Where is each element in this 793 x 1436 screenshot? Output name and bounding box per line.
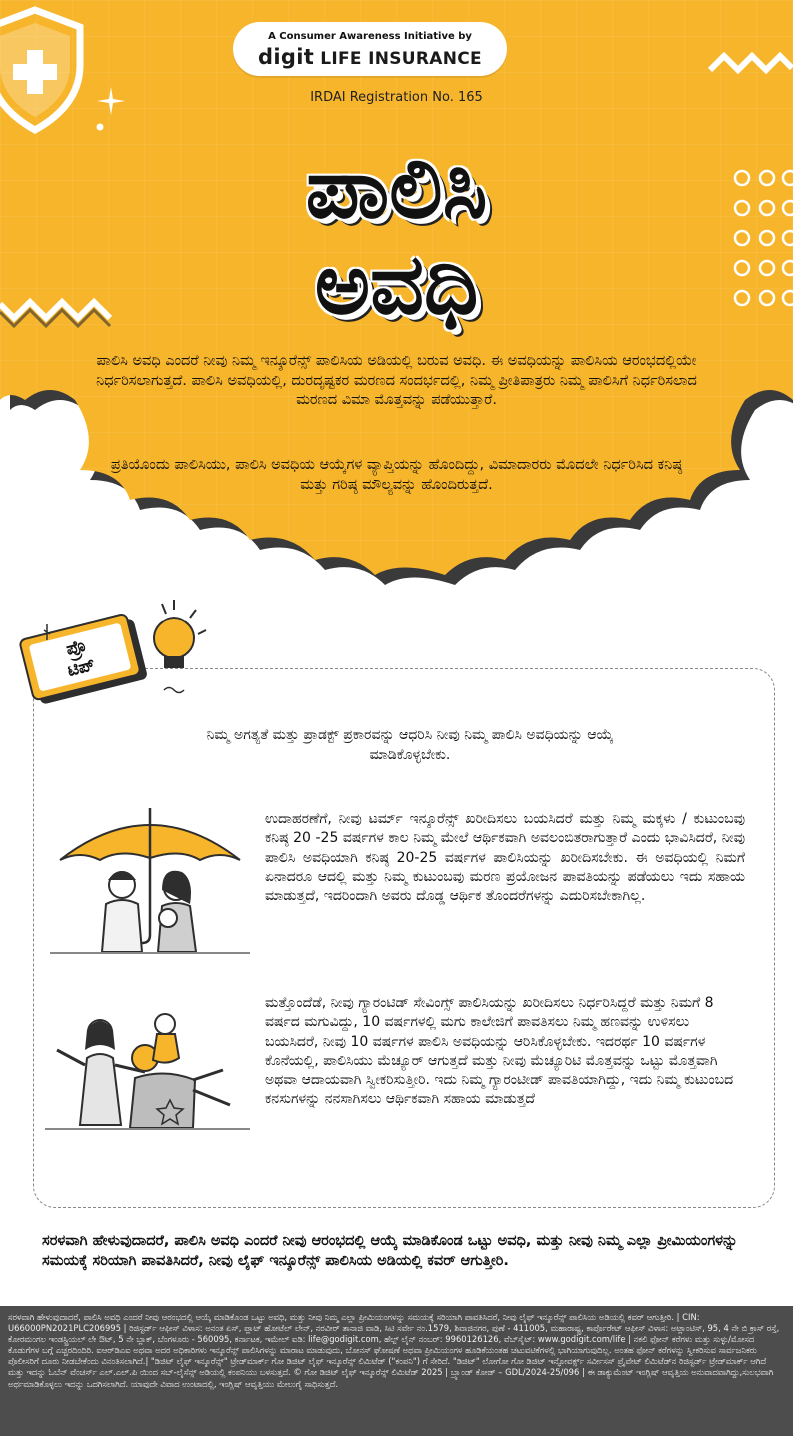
brand-badge (233, 22, 507, 76)
intro-paragraph-2: ಪ್ರತಿಯೊಂದು ಪಾಲಿಸಿಯು, ಪಾಲಿಸಿ ಅವಧಿಯ ಆಯ್ಕೆಗಳ ವ್ಯಾಪ್ತಿಯನ್ನು ಹೊಂದಿದ್ದು, ವಿಮಾದಾರರು ಮೊದಲೇ ನಿರ್ಧರಿಸಿದ ಕನಿಷ್ಠ ಮತ್ತು ಗರಿಷ್ಠ ಮೌಲ್ಯವನ್ನು ಹೊಂದಿರುತ್ತದೆ. (110, 457, 683, 493)
brand-logo (233, 45, 507, 69)
pro-tip-label-line2: ಟಿಪ್ (65, 654, 98, 682)
sparkle-dot-icon (95, 122, 105, 132)
lightbulb-icon (154, 600, 206, 668)
family-celebration-illustration (45, 1010, 250, 1135)
shield-plus-icon (0, 5, 90, 135)
brand-life-insurance: LIFE INSURANCE (320, 49, 482, 69)
page-title-line2: ಅವಧಿ (314, 235, 479, 333)
tip-heading: ನಿಮ್ಮ ಅಗತ್ಯತೆ ಮತ್ತು ಪ್ರಾಡಕ್ಟ್ ಪ್ರಕಾರವನ್ನು ಆಧರಿಸಿ ನೀವು ನಿಮ್ಮ ಪಾಲಿಸಿ ಅವಧಿಯನ್ನು ಆಯ್ಕೆ ಮಾಡಿಕೊಳ್ಳಬೇಕು. (206, 727, 614, 763)
registration-number: IRDAI Registration No. 165 (310, 90, 483, 105)
pro-tip-label-line1: ಪ್ರೊ (64, 635, 89, 660)
initiative-text: A Consumer Awareness Initiative by (268, 31, 472, 42)
footer-disclaimer-text: ಸರಳವಾಗಿ ಹೇಳುವುದಾದರೆ, ಪಾಲಿಸಿ ಅವಧಿ ಎಂದರೆ ನೀವು ಆರಂಭದಲ್ಲಿ ಆಯ್ಕೆ ಮಾಡಿಕೊಂಡ ಒಟ್ಟು ಅವಧಿ, ಮತ್ತು ನೀವು ನಿಮ್ಮ ಎಲ್ಲಾ ಪ್ರೀಮಿಯಂಗಳನ್ನು ಸಮಯಕ್ಕೆ ಸರಿಯಾಗಿ ಪಾವತಿಸಿದರೆ, ನೀವು ಲೈಫ್ ಇನ್ಶೂರೆನ್ಸ್ ಪಾಲಿಸಿಯ ಅಡಿಯಲ್ಲಿ ಕವರ್ ಆಗುತ್ತೀರಿ. | CIN: U66000PN2021PLC206995 | ರಿಜಿಸ್ಟರ್ಡ್ ಆಫೀಸ್ ವಿಳಾಸ: ಅನಂತ ಏಸ್, ಪ್ಲಾಟ್ ಹೋಟೆಲ್ ಲೇನ್, ನರವೀರ್ ತಾನಾಜಿ ವಾಡಿ, ಸಿಟಿ ಸರ್ವೇ ನಂ.1579, ಶಿವಾಜಿನಗರ, ಪುಣೆ - 411005, ಮಹಾರಾಷ್ಟ್ರ, ಕಾರ್ಪೊರೇಟ್ ಆಫೀಸ್ ವಿಳಾಸ: ಅಟ್ಲಾಂಟಿಸ್, 95, 4 ನೇ ಬಿ ಕ್ರಾಸ್ ರಸ್ತೆ, ಕೋರಮಂಗಲ ಇಂಡಸ್ಟ್ರಿಯಲ್ ಲೇ ಔಟ್, 5 ನೇ ಬ್ಲಾಕ್, ಬೆಂಗಳೂರು - 560095, ಕರ್ನಾಟಕ, ಇಮೇಲ್ ಐಡಿ: life@godigit.com, ಹೆಲ್ಪ್ ಲೈನ್ ನಂಬರ್: 9960126126, ವೆಬ್‌ಸೈಟ್: www.godigit.com/life | ನಕಲಿ ಫೋನ್ ಕರೆಗಳು ಮತ್ತು ಸುಳ್ಳು/ಮೋಸದ ಕೊಡುಗೆಗಳ ಬಗ್ಗೆ ಎಚ್ಚರದಿಂದಿರಿ. ಐಆರ್‌ಡಿಎಐ ಅಥವಾ ಅದರ ಅಧಿಕಾರಿಗಳು ಇನ್ಶೂರೆನ್ಸ್ ಪಾಲಿಸಿಗಳನ್ನು ಮಾರಾಟ ಮಾಡುವುದು, ಬೋನಸ್ ಘೋಷಣೆ ಅಥವಾ ಪ್ರೀಮಿಯಂಗಳ ಹೂಡಿಕೆಯಂತಹ ಚಟುವಟಿಕೆಗಳಲ್ಲಿ ಭಾಗಿಯಾಗುವುದಿಲ್ಲ. ಅಂತಹ ಫೋನ್ ಕರೆಗಳನ್ನು ಸ್ವೀಕರಿಸುವ ಸಾರ್ವಜನಿಕರು ಪೊಲೀಸರಿಗೆ ದೂರು ನೀಡಬೇಕೆಂದು ವಿನಂತಿಸಲಾಗಿದೆ.| "ಡಿಜಿಟ್ ಲೈಫ್ ಇನ್ಶೂರೆನ್ಸ್" ಟ್ರೇಡ್‌ಮಾರ್ಕ್ ಗೋ ಡಿಜಿಟ್ ಲೈಫ್ ಇನ್ಶೂರೆನ್ಸ್ ಲಿಮಿಟೆಡ್ ("ಕಂಪನಿ") ಗೆ ಸೇರಿದೆ. "ಡಿಜಿಟ್" ಲೋಗೋ ಗೋ ಡಿಜಿಟ್ ಇನ್ಫೋವರ್ಕ್ಸ್ ಸರ್ವೀಸಸ್ ಪ್ರೈವೇಟ್ ಲಿಮಿಟೆಡ್‌ನ ರಿಜಿಸ್ಟರ್ಡ್ ಟ್ರೇಡ್‌ಮಾರ್ಕ್ ಆಗಿದೆ ಮತ್ತು ಇದನ್ನು ಓಬೆನ್ ವೆಂಚರ್ಸ್ ಎಲ್.ಎಲ್.ಪಿ ಯಿಂದ ಸಬ್-ಲೈಸೆನ್ಸ್ ಅಡಿಯಲ್ಲಿ ಕಂಪನಿಯು ಬಳಸುತ್ತದೆ. © ಗೋ ಡಿಜಿಟ್ ಲೈಫ್ ಇನ್ಶೂರೆನ್ಸ್ ಲಿಮಿಟೆಡ್ 2025 | ಬ್ರ್ಯಾಂಡ್ ಕೋಡ್ – GDL/2024-25/096 | ಈ ಡಾಕ್ಯುಮೆಂಟ್ ಇಂಗ್ಲಿಷ್ ಆವೃತ್ತಿಯ ಅನುವಾದವಾಗಿದ್ದು,ಸುಲಭವಾಗಿ ಅರ್ಥಮಾಡಿಕೊಳ್ಳಲು ಇದನ್ನು ಒದಗಿಸಲಾಗಿದೆ. ಯಾವುದೇ ವಿವಾದ ಉಂಟಾದಲ್ಲಿ, ಇಂಗ್ಲಿಷ್ ಆವೃತ್ತಿಯು ಮೇಲುಗೈ ಸಾಧಿಸುತ್ತದೆ. (8, 1312, 780, 1389)
brand-digit: digit (258, 45, 315, 69)
intro-paragraph: ಪಾಲಿಸಿ ಅವಧಿ ಎಂದರೆ ನೀವು ನಿಮ್ಮ ಇನ್ಶೂರೆನ್ಸ್ ಪಾಲಿಸಿಯ ಅಡಿಯಲ್ಲಿ ಬರುವ ಅವಧಿ. ಈ ಅವಧಿಯನ್ನು ಪಾಲಿಸಿಯ ಆರಂಭದಲ್ಲಿಯೇ ನಿರ್ಧರಿಸಲಾಗುತ್ತದೆ. ಪಾಲಿಸಿ ಅವಧಿಯಲ್ಲಿ, ದುರದೃಷ್ಟಕರ ಮರಣದ ಸಂದರ್ಭದಲ್ಲಿ, ನಿಮ್ಮ ಪ್ರೀತಿಪಾತ್ರರು ನಿಮ್ಮ ಪಾಲಿಸಿಗೆ ನಿರ್ಧರಿಸಲಾದ ಮರಣದ ವಿಮಾ ಮೊತ್ತವನ್ನು ಪಡೆಯುತ್ತಾರೆ. (96, 353, 697, 408)
example-guaranteed-savings: ಮತ್ತೊಂದೆಡೆ, ನೀವು ಗ್ಯಾರಂಟಿಡ್ ಸೇವಿಂಗ್ಸ್ ಪಾಲಿಸಿಯನ್ನು ಖರೀದಿಸಲು ನಿರ್ಧರಿಸಿದ್ದರೆ ಮತ್ತು ನಿಮಗೆ 8 ವರ್ಷದ ಮಗುವಿದ್ದು, 10 ವರ್ಷಗಳಲ್ಲಿ ಮಗು ಕಾಲೇಜಿಗೆ ಪಾವತಿಸಲು ನಿಮ್ಮ ಹಣವನ್ನು ಉಳಿಸಲು ಬಯಸಿದರೆ, ನೀವು 10 ವರ್ಷಗಳ ಪಾಲಿಸಿ ಅವಧಿಯನ್ನು ಆರಿಸಿಕೊಳ್ಳಬೇಕು. ಇದರರ್ಥ 10 ವರ್ಷಗಳ ಕೊನೆಯಲ್ಲಿ, ಪಾಲಿಸಿಯು ಮೆಚ್ಯೂರ್ ಆಗುತ್ತದೆ ಮತ್ತು ನೀವು ಮೆಚ್ಯೂರಿಟಿ ಮೊತ್ತವನ್ನು ಒಟ್ಟು ಮೊತ್ತವಾಗಿ ಅಥವಾ ಆದಾಯವಾಗಿ ಸ್ವೀಕರಿಸುತ್ತೀರಿ. ಇದು ನಿಮ್ಮ ಗ್ಯಾರಂಟೀಡ್ ಪಾವತಿಯಾಗಿದ್ದು, ಇದು ನಿಮ್ಮ ಕುಟುಂಬದ ಕನಸುಗಳನ್ನು ನನಸಾಗಿಸಲು ಆರ್ಥಿಕವಾಗಿ ಸಹಾಯ ಮಾಡುತ್ತದೆ (265, 995, 734, 1108)
footer-disclaimer (0, 1306, 793, 1436)
page-title-line1: ಪಾಲಿಸಿ (305, 139, 488, 237)
example-term-insurance: ಉದಾಹರಣೆಗೆ, ನೀವು ಟರ್ಮ್ ಇನ್ಶೂರೆನ್ಸ್ ಖರೀದಿಸಲು ಬಯಸಿದರೆ ಮತ್ತು ನಿಮ್ಮ ಮಕ್ಕಳು / ಕುಟುಂಬವು ಕನಿಷ್ಠ 20 -25 ವರ್ಷಗಳ ಕಾಲ ನಿಮ್ಮ ಮೇಲೆ ಆರ್ಥಿಕವಾಗಿ ಅವಲಂಬಿತರಾಗುತ್ತಾರೆ ಎಂದು ಭಾವಿಸಿದರೆ, ನೀವು ಪಾಲಿಸಿ ಅವಧಿಯಾಗಿ ಕನಿಷ್ಠ 20-25 ವರ್ಷಗಳ ಪಾಲಿಸಿಯನ್ನು ಖರೀದಿಸಬೇಕು. ಈ ಅವಧಿಯಲ್ಲಿ ನಿಮಗೆ ಏನಾದರೂ ಆದಲ್ಲಿ ಮತ್ತು ನಿಮ್ಮ ಕುಟುಂಬವು ಮರಣ ಪ್ರಯೋಜನ ಪಾವತಿಯನ್ನು ಪಡೆಯಲು ಇದು ಸಹಾಯ ಮಾಡುತ್ತದೆ, ಇದರಿಂದಾಗಿ ಅವರು ದೊಡ್ಡ ಆರ್ಥಿಕ ತೊಂದರೆಗಳನ್ನು ಎದುರಿಸಬೇಕಾಗಿಲ್ಲ. (265, 811, 745, 905)
family-umbrella-illustration (50, 800, 250, 960)
zigzag-icon (708, 40, 793, 80)
summary-text: ಸರಳವಾಗಿ ಹೇಳುವುದಾದರೆ, ಪಾಲಿಸಿ ಅವಧಿ ಎಂದರೆ ನೀವು ಆರಂಭದಲ್ಲಿ ಆಯ್ಕೆ ಮಾಡಿಕೊಂಡ ಒಟ್ಟು ಅವಧಿ, ಮತ್ತು ನೀವು ನಿಮ್ಮ ಎಲ್ಲಾ ಪ್ರೀಮಿಯಂಗಳನ್ನು ಸಮಯಕ್ಕೆ ಸರಿಯಾಗಿ ಪಾವತಿಸಿದರೆ, ನೀವು ಲೈಫ್ ಇನ್ಶೂರೆನ್ಸ್ ಪಾಲಿಸಿಯ ಅಡಿಯಲ್ಲಿ ಕವರ್ ಆಗುತ್ತೀರಿ. (42, 1233, 738, 1269)
